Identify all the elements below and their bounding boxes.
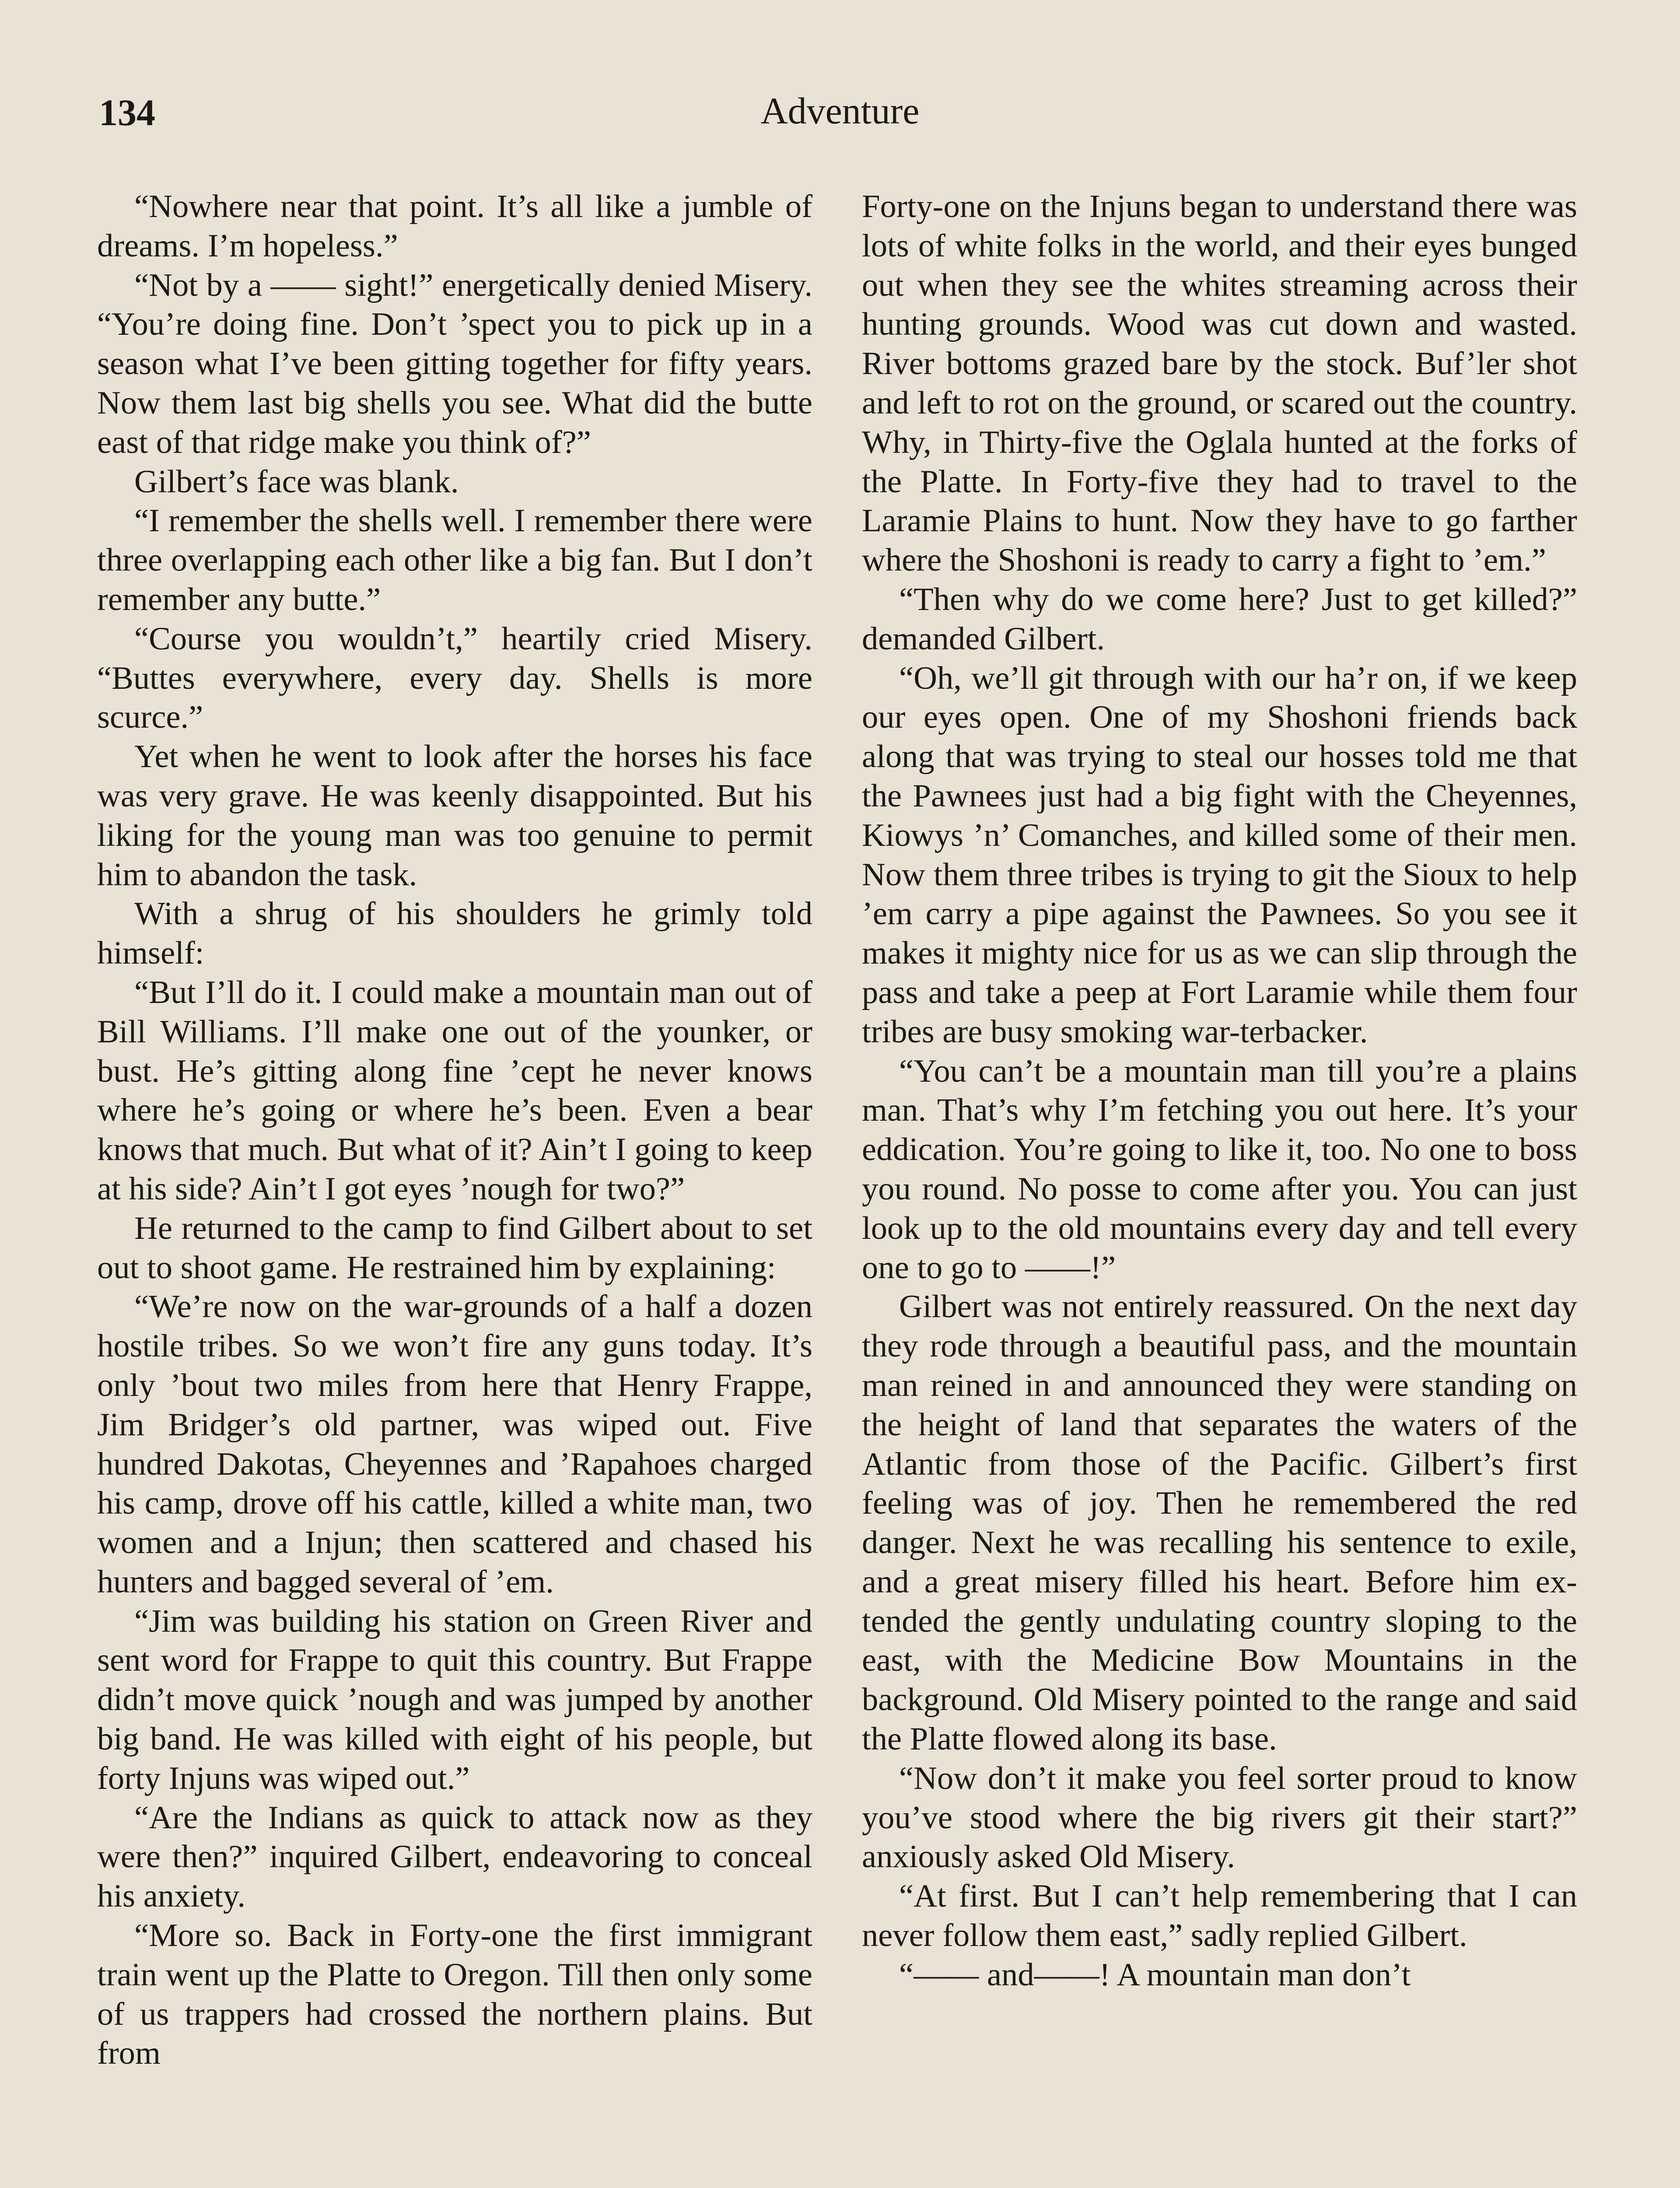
paragraph: “But I’ll do it. I could make a mountain man out of Bill Williams. I’ll make one out of the younker, or bust. He’s gitting along fine ’cept he never knows where he’s going or where he’s been. Even a bear knows that much. But what of it? Ain’t I going to keep at his side? Ain’t I got eyes ’nough for two?” xyxy=(97,974,812,1207)
paragraph: “Then why do we come here? Just to get killed?” demanded Gilbert. xyxy=(862,581,1577,657)
paragraph: With a shrug of his shoulders he grimly told himself: xyxy=(97,896,812,971)
running-head: Adventure xyxy=(760,90,920,132)
paragraph: “I remember the shells well. I remember there were three overlapping each other like a big fan. But I don’t remember any butte.” xyxy=(97,503,812,617)
paragraph: “At first. But I can’t help remembering that I can never follow them east,” sadly replied Gilbert. xyxy=(862,1878,1577,1954)
right-column xyxy=(862,187,1577,1995)
paragraph: “—— and——! A mountain man don’t xyxy=(899,1957,1411,1993)
paragraph: “Jim was building his station on Green River and sent word for Frappe to quit this country. But Frappe didn’t move quick ’nough and was jumped by another big band. He was killed with eight of his people, but forty Injuns was wiped out.” xyxy=(97,1603,812,1796)
left-column xyxy=(97,187,812,2073)
paragraph: “Oh, we’ll git through with our ha’r on, if we keep our eyes open. One of my Shoshoni friends back along that was trying to steal our hosses told me that the Pawnees just had a big fight with the Cheyennes, Kiowys ’n’ Comanches, and killed some of their men. Now them three tribes is trying to git the Sioux to help ’em carry a pipe against the Pawnees. So you see it makes it mighty nice for us as we can slip through the pass and take a peep at Fort Laramie while them four tribes are busy smoking war-terbacker. xyxy=(862,660,1577,1050)
paragraph: “Course you wouldn’t,” heartily cried Misery. “Buttes everywhere, every day. Shells is more scurce.” xyxy=(97,621,812,736)
paragraph: “Now don’t it make you feel sorter proud to know you’ve stood where the big rivers git their start?” anxiously asked Old Misery. xyxy=(862,1760,1577,1875)
paragraph: “We’re now on the war-grounds of a half a dozen hostile tribes. So we won’t fire any guns today. It’s only ’bout two miles from here that Henry Frappe, Jim Bridger’s old partner, was wiped out. Five hundred Dakotas, Cheyennes and ’Rapahoes charged his camp, drove off his cattle, killed a white man, two women and a Injun; then scattered and chased his hunters and bagged several of ’em. xyxy=(97,1289,812,1600)
paragraph: “Are the Indians as quick to attack now as they were then?” inquired Gilbert, endeavoring to conceal his anxiety. xyxy=(97,1799,812,1914)
paragraph: Gilbert’s face was blank. xyxy=(134,463,459,500)
paragraph: Yet when he went to look after the horses his face was very grave. He was keenly disappointed. But his liking for the young man was too genuine to permit him to abandon the task. xyxy=(97,739,812,893)
paragraph: He returned to the camp to find Gilbert about to set out to shoot game. He restrained him by explaining: xyxy=(97,1210,812,1286)
paragraph: Gilbert was not entirely reassured. On the next day they rode through a beautiful pass, and the mountain man reined in and announced they were standing on the height of land that separates the waters of the Atlantic from those of the Pacific. Gilbert’s first feeling was of joy. Then he remembered the red danger. Next he was recalling his sentence to exile, and a great misery filled his heart. Before him extended the gently undulating country sloping to the east, with the Medicine Bow Mountains in the background. Old Misery pointed to the range and said the Platte flowed along its base. xyxy=(862,1289,1577,1757)
paragraph: “You can’t be a mountain man till you’re a plains man. That’s why I’m fetching you out here. It’s your eddication. You’re going to like it, too. No one to boss you round. No posse to come after you. You can just look up to the old mountains every day and tell every one to go to ——!” xyxy=(862,1053,1577,1286)
paragraph: “More so. Back in Forty-one the first immigrant train went up the Platte to Oregon. Till then only some of us trappers had crossed the northern plains. But from xyxy=(97,1918,812,2072)
paragraph-continued: Forty-one on the Injuns began to understand there was lots of white folks in the world, and their eyes bunged out when they see the whites streaming across their hunting grounds. Wood was cut down and wasted. River bottoms grazed bare by the stock. Buf’ler shot and left to rot on the ground, or scared out the country. Why, in Thirty-five the Oglala hunted at the forks of the Platte. In Forty-five they had to travel to the Laramie Plains to hunt. Now they have to go farther where the Shoshoni is ready to carry a fight to ’em.” xyxy=(862,189,1577,579)
page-number: 134 xyxy=(99,91,155,133)
paragraph: “Nowhere near that point. It’s all like a jumble of dreams. I’m hopeless.” xyxy=(97,189,812,264)
paragraph: “Not by a —— sight!” energetically denied Misery. “You’re doing fine. Don’t ’spect you to pick up in a season what I’ve been gitting together for fifty years. Now them last big shells you see. What did the butte east of that ridge make you think of?” xyxy=(97,267,812,460)
